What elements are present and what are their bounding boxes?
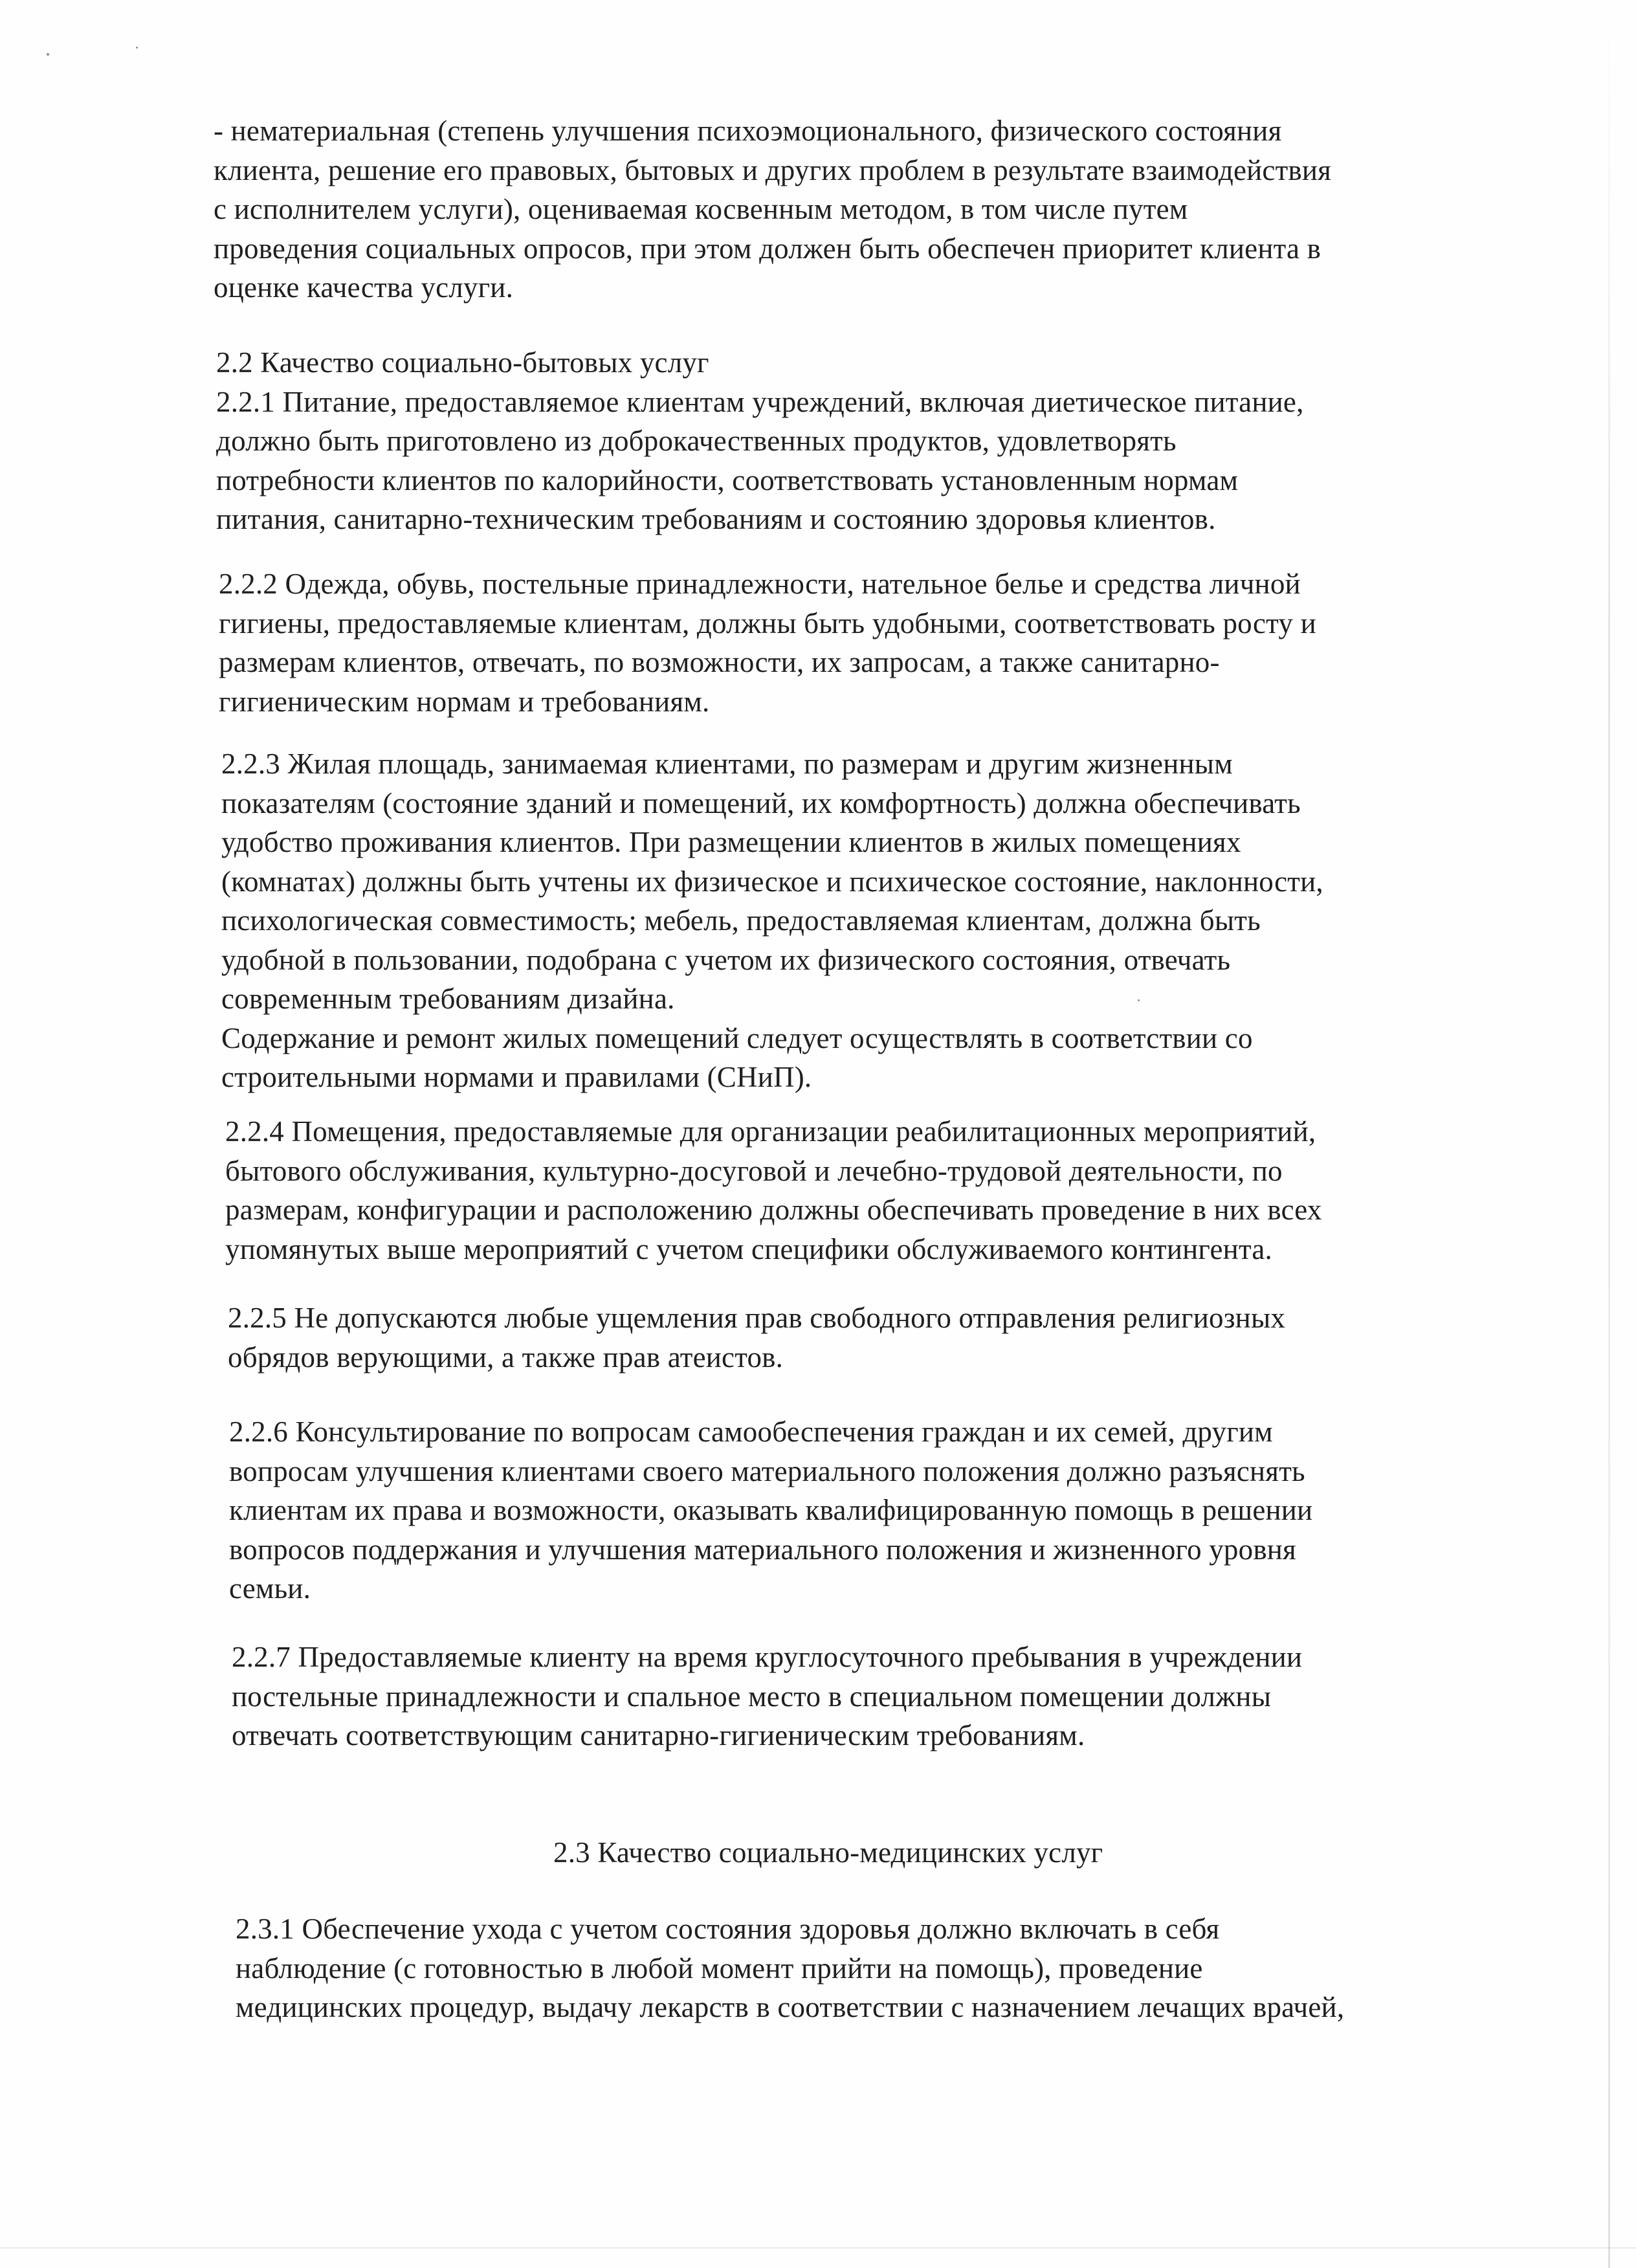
text-line: 2.2.4 Помещения, предоставляемые для организации реабилитационных мероприятий, (225, 1115, 1316, 1148)
text-line: 2.3.1 Обеспечение ухода с учетом состояния здоровья должно включать в себя (236, 1913, 1220, 1945)
text-line: вопросам улучшения клиентами своего материального положения должно разъяснять (229, 1454, 1305, 1487)
text-line: проведения социальных опросов, при этом должен быть обеспечен приоритет клиента в (214, 232, 1321, 265)
text-line: гигиеническим нормам и требованиям. (219, 685, 710, 718)
text-line: удобство проживания клиентов. При размещении клиентов в жилых помещениях (221, 826, 1241, 858)
text-line: гигиены, предоставляемые клиентам, должны быть удобными, соответствовать росту и (219, 606, 1316, 639)
text-line: размерам клиентов, отвечать, по возможности, их запросам, а также санитарно- (219, 646, 1220, 678)
text-line: показателям (состояние зданий и помещений, их комфортность) должна обеспечивать (221, 786, 1301, 819)
scan-speck (136, 47, 138, 49)
text-line: с исполнителем услуги), оцениваемая косвенным методом, в том числе путем (214, 193, 1188, 225)
paragraph-2-2-7 (232, 1638, 1302, 1755)
text-line: питания, санитарно-техническим требованиям и состоянию здоровья клиентов. (216, 503, 1216, 535)
text-line: 2.2.7 Предоставляемые клиенту на время круглосуточного пребывания в учреждении (232, 1641, 1303, 1673)
text-line: психологическая совместимость; мебель, предоставляемая клиентам, должна быть (221, 904, 1261, 937)
text-line: 2.2.2 Одежда, обувь, постельные принадлежности, нательное белье и средства личной (219, 568, 1301, 600)
text-line: постельные принадлежности и спальное место в специальном помещении должны (232, 1680, 1272, 1713)
section-heading-2-3 (553, 1833, 1103, 1873)
text-line: потребности клиентов по калорийности, соответствовать установленным нормам (216, 463, 1239, 496)
text-line: - нематериальная (степень улучшения психоэмоционального, физического состояния (214, 115, 1282, 147)
text-line: удобной в пользовании, подобрана с учетом их физического состояния, отвечать (221, 943, 1231, 976)
text-line: современным требованиям дизайна. (221, 983, 675, 1015)
text-line: вопросов поддержания и улучшения материального положения и жизненного уровня (229, 1533, 1296, 1566)
text-line: клиента, решение его правовых, бытовых и других проблем в результате взаимодействия (214, 153, 1332, 186)
paragraph-intro (214, 111, 1331, 307)
text-line: наблюдение (с готовностью в любой момент прийти на помощь), проведение (236, 1951, 1203, 1984)
text-line: Содержание и ремонт жилых помещений следует осуществлять в соответствии со (221, 1021, 1253, 1054)
text-line: медицинских процедур, выдачу лекарств в соответствии с назначением лечащих врачей, (236, 1991, 1345, 2023)
text-line: 2.2.5 Не допускаются любые ущемления прав свободного отправления религиозных (228, 1302, 1286, 1334)
scan-speck (47, 53, 49, 56)
text-line: 2.2.6 Консультирование по вопросам самообеспечения граждан и их семей, другим (229, 1416, 1273, 1448)
paragraph-2-2-6 (229, 1412, 1312, 1608)
text-line: обрядов верующими, а также прав атеистов. (228, 1340, 784, 1373)
text-line: строительными нормами и правилами (СНиП). (221, 1061, 812, 1093)
text-line: упомянутых выше мероприятий с учетом специфики обслуживаемого контингента. (225, 1232, 1272, 1265)
text-line: семьи. (229, 1572, 311, 1605)
paragraph-2-2-3 (221, 744, 1323, 1097)
paragraph-section-2-2 (216, 343, 1304, 539)
paragraph-2-2-4 (225, 1112, 1322, 1269)
text-line: клиентам их права и возможности, оказывать квалифицированную помощь в решении (229, 1494, 1313, 1526)
text-line: 2.2.1 Питание, предоставляемое клиентам учреждений, включая диетическое питание, (216, 385, 1304, 418)
text-line: (комнатах) должны быть учтены их физическое и психическое состояние, наклонности, (221, 865, 1323, 898)
paragraph-2-2-2 (219, 564, 1316, 721)
scan-bottom-line (0, 2247, 1636, 2249)
paragraph-2-3-1 (236, 1909, 1344, 2027)
section-heading: 2.2 Качество социально-бытовых услуг (216, 346, 709, 379)
scan-edge-shadow (1608, 0, 1610, 2268)
text-line: должно быть приготовлено из доброкачественных продуктов, удовлетворять (216, 425, 1177, 457)
text-line: отвечать соответствующим санитарно-гигиеническим требованиям. (232, 1719, 1085, 1751)
text-line: размерам, конфигурации и расположению должны обеспечивать проведение в них всех (225, 1194, 1322, 1226)
text-line: бытового обслуживания, культурно-досуговой и лечебно-трудовой деятельности, по (225, 1154, 1283, 1187)
section-heading: 2.3 Качество социально-медицинских услуг (553, 1836, 1103, 1869)
paragraph-2-2-5 (228, 1298, 1285, 1377)
text-line: 2.2.3 Жилая площадь, занимаемая клиентами, по размерам и другим жизненным (221, 748, 1233, 780)
text-line: оценке качества услуги. (214, 271, 514, 304)
